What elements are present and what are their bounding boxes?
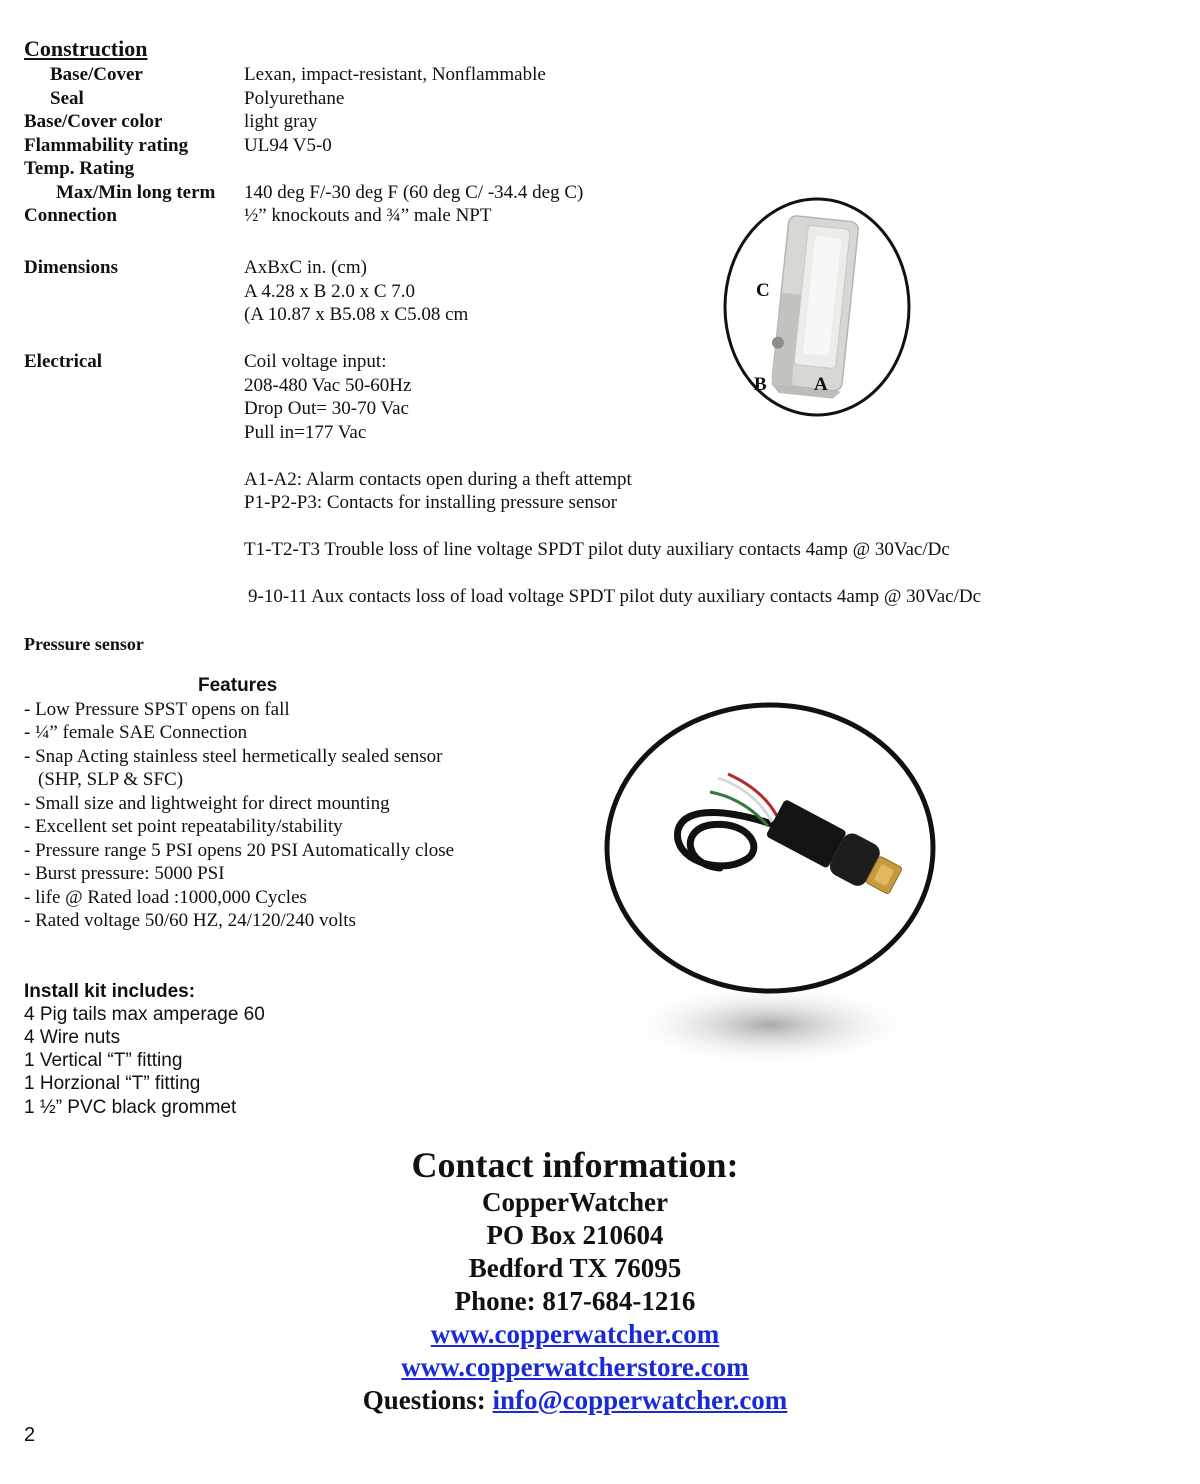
label-b: B [754, 374, 767, 395]
install-kit-heading: Install kit includes: [24, 981, 196, 1002]
features-heading: Features [198, 675, 278, 696]
kit-item: 1 Horzional “T” fitting [24, 1073, 201, 1094]
label-c: C [756, 280, 770, 301]
feature-item: - Rated voltage 50/60 HZ, 24/120/240 volts [24, 910, 356, 931]
phone-line: Phone: 817-684-1216 [454, 1286, 696, 1316]
email-link[interactable]: info@copperwatcher.com [492, 1385, 788, 1415]
electrical-line: Drop Out= 30-70 Vac [244, 398, 409, 419]
connection-value: ½” knockouts and ¾” male NPT [244, 205, 492, 226]
store-link-row [0, 1351, 1150, 1383]
kit-item: 1 Vertical “T” fitting [24, 1050, 183, 1071]
feature-item: - ¼” female SAE Connection [24, 722, 248, 743]
contacts-line: 9-10-11 Aux contacts loss of load voltage SPDT pilot duty auxiliary contacts 4amp @ 30Vac/Dc [248, 586, 982, 607]
feature-item: - Small size and lightweight for direct mounting [24, 793, 390, 814]
kit-item: 1 ½” PVC black grommet [24, 1097, 237, 1118]
electrical-line: Coil voltage input: [244, 351, 387, 372]
website-link-row [0, 1318, 1150, 1350]
feature-item: - Pressure range 5 PSI opens 20 PSI Automatically close [24, 840, 455, 861]
dimensions-line: A 4.28 x B 2.0 x C 7.0 [244, 281, 416, 302]
max-min-label: Max/Min long term [56, 182, 216, 203]
page-number: 2 [24, 1424, 36, 1446]
po-box: PO Box 210604 [486, 1220, 664, 1250]
enclosure-photo [722, 196, 912, 418]
base-cover-label: Base/Cover [50, 64, 143, 85]
construction-heading: Construction [24, 36, 148, 61]
questions-label: Questions: [362, 1385, 493, 1415]
flammability-label: Flammability rating [24, 135, 189, 156]
kit-item: 4 Wire nuts [24, 1027, 121, 1048]
contact-heading: Contact information: [411, 1145, 739, 1185]
contacts-line: T1-T2-T3 Trouble loss of line voltage SPDT pilot duty auxiliary contacts 4amp @ 30Vac/Dc [244, 539, 950, 560]
base-cover-color-value: light gray [244, 111, 318, 132]
kit-item: 4 Pig tails max amperage 60 [24, 1004, 265, 1025]
feature-item: - Low Pressure SPST opens on fall [24, 699, 290, 720]
dimensions-line: (A 10.87 x B5.08 x C5.08 cm [244, 304, 469, 325]
feature-item: (SHP, SLP & SFC) [38, 769, 184, 790]
electrical-label: Electrical [24, 351, 103, 372]
connection-label: Connection [24, 205, 117, 226]
city-line: Bedford TX 76095 [468, 1253, 682, 1283]
dimensions-label: Dimensions [24, 257, 118, 278]
seal-label: Seal [50, 88, 84, 109]
questions-line [0, 1384, 1150, 1416]
seal-value: Polyurethane [244, 88, 345, 109]
contacts-line: P1-P2-P3: Contacts for installing pressure sensor [244, 492, 618, 513]
pressure-sensor-photo [600, 700, 940, 1070]
temp-rating-label: Temp. Rating [24, 158, 135, 179]
base-cover-value: Lexan, impact-resistant, Nonflammable [244, 64, 546, 85]
flammability-value: UL94 V5-0 [244, 135, 332, 156]
pressure-sensor-image [600, 700, 940, 1070]
feature-item: - Burst pressure: 5000 PSI [24, 863, 225, 884]
website-link[interactable]: www.copperwatcher.com [430, 1319, 720, 1349]
dimensions-line: AxBxC in. (cm) [244, 257, 367, 278]
label-a: A [814, 374, 828, 395]
electrical-line: Pull in=177 Vac [244, 422, 367, 443]
contacts-line: A1-A2: Alarm contacts open during a theft attempt [244, 469, 632, 490]
pressure-sensor-label: Pressure sensor [24, 634, 144, 654]
base-cover-color-label: Base/Cover color [24, 111, 163, 132]
electrical-line: 208-480 Vac 50-60Hz [244, 375, 412, 396]
max-min-value: 140 deg F/-30 deg F (60 deg C/ -34.4 deg C) [244, 182, 584, 203]
feature-item: - Excellent set point repeatability/stability [24, 816, 343, 837]
feature-item: - life @ Rated load :1000,000 Cycles [24, 887, 307, 908]
feature-item: - Snap Acting stainless steel hermetically sealed sensor [24, 746, 443, 767]
store-website-link[interactable]: www.copperwatcherstore.com [401, 1352, 749, 1382]
company-name: CopperWatcher [482, 1187, 668, 1217]
